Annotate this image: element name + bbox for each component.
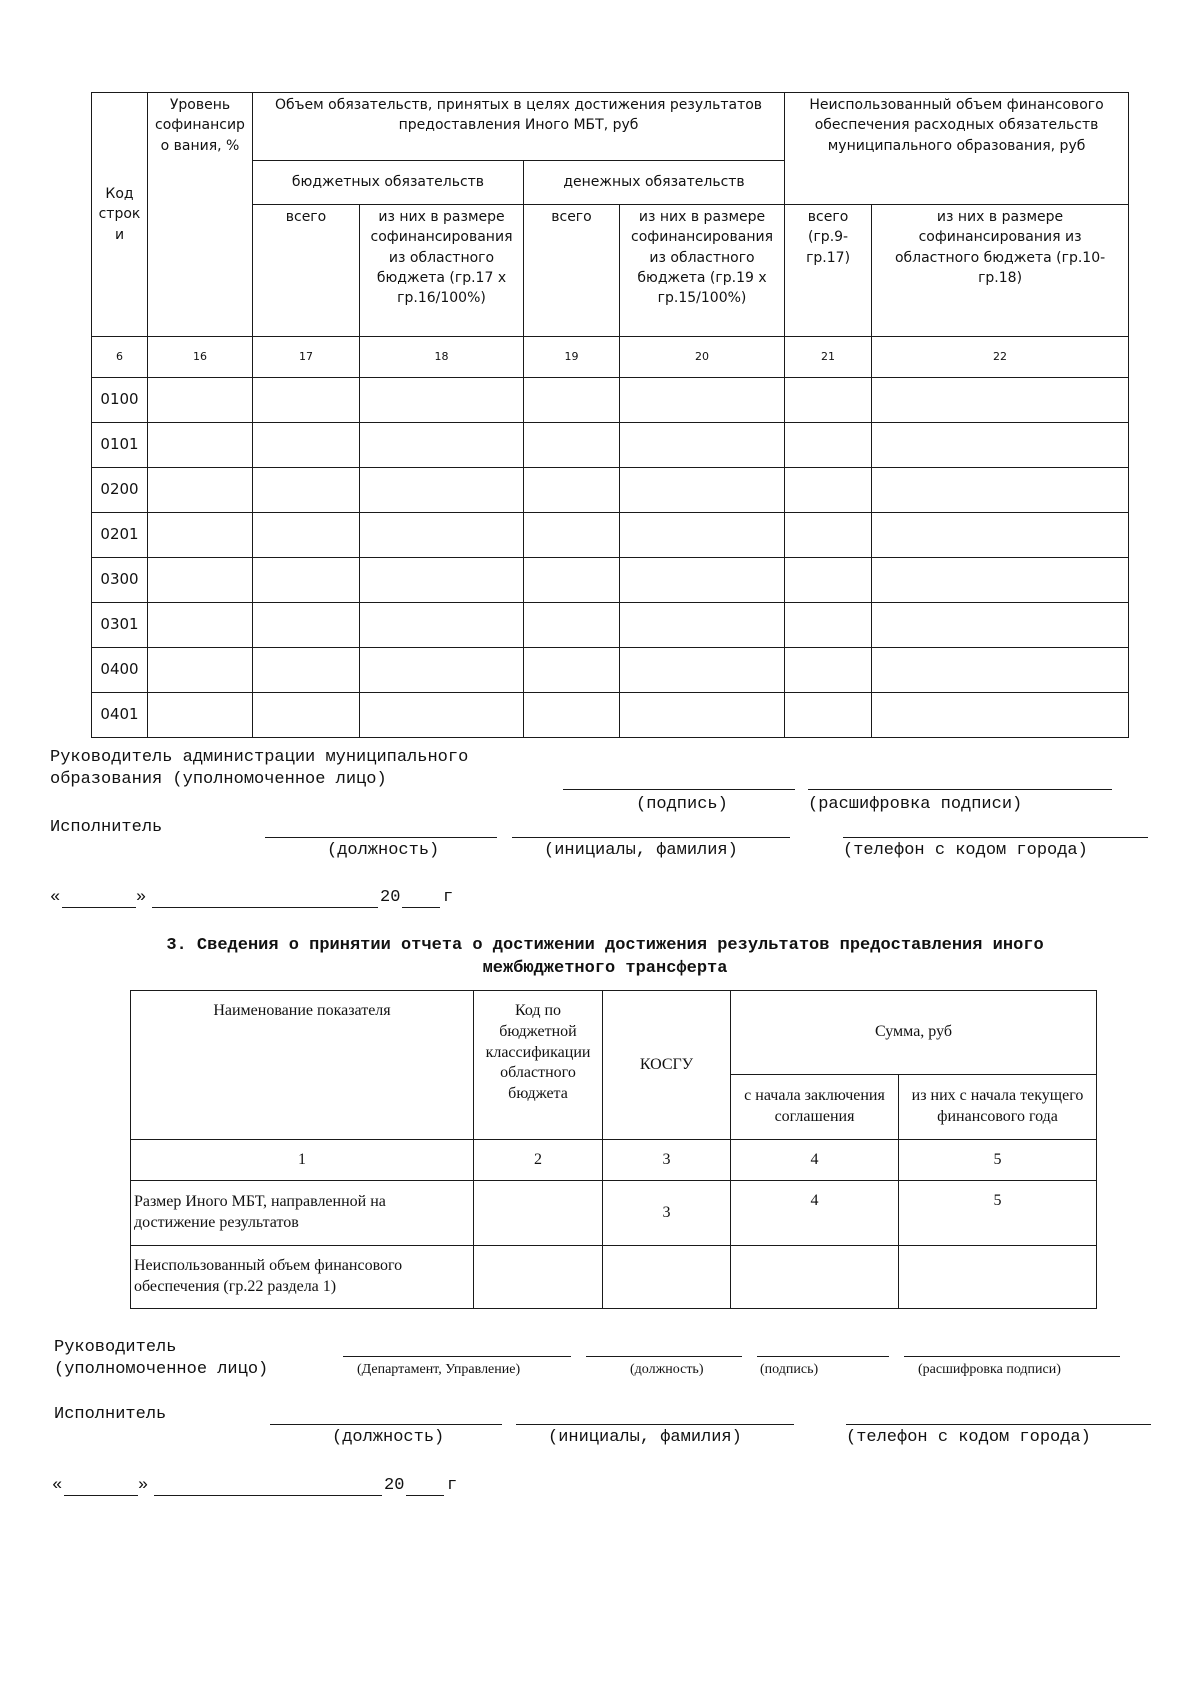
row-name: Размер Иного МБТ, направленной на достижение результатов [131, 1181, 474, 1246]
header-money-obligations: денежных обязательств [524, 161, 785, 205]
header-total-c: всего (гр.9-гр.17) [785, 205, 872, 337]
cell[interactable] [872, 603, 1129, 648]
cell[interactable] [360, 693, 524, 738]
cell[interactable] [872, 423, 1129, 468]
cell[interactable] [524, 603, 620, 648]
table-row [92, 513, 1129, 558]
cell[interactable] [785, 648, 872, 693]
cell[interactable] [872, 468, 1129, 513]
header-cofin-a: из них в размере софинансирования из областного бюджета (гр.17 х гр.16/100%) [360, 205, 524, 337]
header-cofin-c: из них в размере софинансирования из областного бюджета (гр.10-гр.18) [872, 205, 1129, 337]
initials2-line[interactable] [516, 1424, 794, 1425]
cell[interactable] [360, 603, 524, 648]
cell[interactable] [148, 513, 253, 558]
cell[interactable] [620, 468, 785, 513]
column-number: 16 [148, 337, 253, 378]
row-kosgu[interactable] [603, 1246, 731, 1309]
phone-line[interactable] [843, 837, 1148, 838]
header-sum: Сумма, руб [731, 991, 1097, 1075]
section-3-title [50, 935, 1160, 981]
phone2-line[interactable] [846, 1424, 1151, 1425]
date-month-line[interactable] [152, 907, 378, 908]
date-suffix: г [443, 888, 454, 907]
row-code: 0301 [92, 603, 148, 648]
section-3-title-line1: 3. Сведения о принятии отчета о достижении достижения результатов предоставления иного [166, 936, 1044, 955]
header-level: Уровень софинансиро вания, % [148, 93, 253, 337]
date-close-quote: » [136, 888, 147, 907]
cell[interactable] [872, 648, 1129, 693]
header-budget-obligations: бюджетных обязательств [253, 161, 524, 205]
head2-label-line2: (уполномоченное лицо) [54, 1360, 269, 1379]
date-open-quote: « [50, 888, 61, 907]
row-from-start[interactable]: 4 [731, 1181, 899, 1246]
position3-line[interactable] [270, 1424, 502, 1425]
cell[interactable] [524, 423, 620, 468]
cell[interactable] [785, 513, 872, 558]
table-row [92, 603, 1129, 648]
row-code: 0400 [92, 648, 148, 693]
cell[interactable] [620, 603, 785, 648]
cell[interactable] [253, 513, 360, 558]
date-year-prefix: 20 [380, 888, 401, 907]
column-number-row [131, 1140, 1097, 1181]
date2-close-quote: » [138, 1476, 149, 1495]
column-number: 19 [524, 337, 620, 378]
header-total-a: всего [253, 205, 360, 337]
row-code: 0101 [92, 423, 148, 468]
cell[interactable] [872, 378, 1129, 423]
initials2-caption: (инициалы, фамилия) [548, 1428, 742, 1447]
cell[interactable] [524, 558, 620, 603]
position-caption: (должность) [327, 841, 440, 860]
signature2-caption: (подпись) [760, 1362, 819, 1377]
date2-open-quote: « [52, 1476, 63, 1495]
cell[interactable] [620, 558, 785, 603]
date-year-line[interactable] [402, 907, 440, 908]
cell[interactable] [360, 378, 524, 423]
column-number: 6 [92, 337, 148, 378]
row-kosgu[interactable]: 3 [603, 1181, 731, 1246]
cell[interactable] [148, 648, 253, 693]
head-label-line2: образования (уполномоченное лицо) [50, 770, 387, 789]
cell[interactable] [524, 468, 620, 513]
column-number: 4 [731, 1140, 899, 1181]
cell[interactable] [785, 378, 872, 423]
signature-caption: (подпись) [636, 795, 728, 814]
cell[interactable] [524, 648, 620, 693]
cell[interactable] [524, 513, 620, 558]
executor-label: Исполнитель [50, 818, 163, 837]
position2-caption: (должность) [630, 1362, 704, 1377]
row-current-year[interactable]: 5 [899, 1181, 1097, 1246]
row-code[interactable] [474, 1246, 603, 1309]
header-code: Код строки [92, 93, 148, 337]
row-name: Неиспользованный объем финансового обеспечения (гр.22 раздела 1) [131, 1246, 474, 1309]
phone2-caption: (телефон с кодом города) [846, 1428, 1091, 1447]
date2-year-line[interactable] [406, 1495, 444, 1496]
header-current-year: из них с начала текущего финансового года [899, 1075, 1097, 1140]
cell[interactable] [360, 513, 524, 558]
column-number: 2 [474, 1140, 603, 1181]
cell[interactable] [253, 648, 360, 693]
cell[interactable] [360, 558, 524, 603]
row-current-year[interactable] [899, 1246, 1097, 1309]
cell[interactable] [785, 558, 872, 603]
table-row [92, 693, 1129, 738]
initials-line[interactable] [512, 837, 790, 838]
header-total-b: всего [524, 205, 620, 337]
cell[interactable] [524, 378, 620, 423]
cell[interactable] [148, 558, 253, 603]
department-caption: (Департамент, Управление) [357, 1362, 521, 1377]
obligations-table [91, 92, 1129, 738]
cell[interactable] [360, 648, 524, 693]
table-row [92, 468, 1129, 513]
row-code: 0201 [92, 513, 148, 558]
header-volume: Объем обязательств, принятых в целях достижения результатов предоставления Иного МБТ, руб [253, 93, 785, 161]
date2-suffix: г [447, 1476, 458, 1495]
column-number: 18 [360, 337, 524, 378]
section-3-title-line2: межбюджетного трансферта [482, 958, 728, 978]
column-number: 20 [620, 337, 785, 378]
decoding-caption: (расшифровка подписи) [808, 795, 1023, 814]
initials-caption: (инициалы, фамилия) [544, 841, 738, 860]
row-code: 0100 [92, 378, 148, 423]
cell[interactable] [253, 558, 360, 603]
cell[interactable] [785, 423, 872, 468]
cell[interactable] [620, 423, 785, 468]
column-number-row [92, 337, 1129, 378]
position-line[interactable] [265, 837, 497, 838]
cell[interactable] [253, 423, 360, 468]
cell[interactable] [785, 468, 872, 513]
cell[interactable] [148, 603, 253, 648]
cell[interactable] [872, 513, 1129, 558]
column-number: 3 [603, 1140, 731, 1181]
table-row [92, 648, 1129, 693]
decoding2-line[interactable] [904, 1356, 1120, 1357]
cell[interactable] [253, 603, 360, 648]
cell[interactable] [360, 423, 524, 468]
phone-caption: (телефон с кодом города) [843, 841, 1088, 860]
date2-month-line[interactable] [154, 1495, 382, 1496]
header-unused: Неиспользованный объем финансового обеспечения расходных обязательств муниципального образования, руб [785, 93, 1129, 205]
cell[interactable] [785, 693, 872, 738]
head-label-line1: Руководитель администрации муниципального [50, 748, 469, 767]
cell[interactable] [253, 693, 360, 738]
cell[interactable] [148, 693, 253, 738]
signature-line[interactable] [563, 789, 795, 790]
column-number: 1 [131, 1140, 474, 1181]
executor2-label: Исполнитель [54, 1405, 167, 1424]
decoding-line[interactable] [808, 789, 1112, 790]
cell[interactable] [253, 378, 360, 423]
row-from-start[interactable] [731, 1246, 899, 1309]
cell[interactable] [524, 693, 620, 738]
cell[interactable] [148, 378, 253, 423]
header-kosgu: КОСГУ [603, 991, 731, 1140]
cell[interactable] [620, 693, 785, 738]
cell[interactable] [620, 648, 785, 693]
row-code: 0401 [92, 693, 148, 738]
column-number: 22 [872, 337, 1129, 378]
table-row [131, 1246, 1097, 1309]
report-acceptance-table [130, 990, 1097, 1309]
table-row [92, 378, 1129, 423]
header-budget-code: Код по бюджетной классификации областного бюджета [474, 991, 603, 1140]
department-line[interactable] [343, 1356, 571, 1357]
date2-day-line[interactable] [64, 1495, 138, 1496]
table-row [131, 1181, 1097, 1246]
header-from-start: с начала заключения соглашения [731, 1075, 899, 1140]
header-cofin-b: из них в размере софинансирования из областного бюджета (гр.19 х гр.15/100%) [620, 205, 785, 337]
row-code: 0300 [92, 558, 148, 603]
cell[interactable] [148, 423, 253, 468]
cell[interactable] [785, 603, 872, 648]
column-number: 5 [899, 1140, 1097, 1181]
table-row [92, 558, 1129, 603]
row-code[interactable] [474, 1181, 603, 1246]
cell[interactable] [360, 468, 524, 513]
row-code: 0200 [92, 468, 148, 513]
date2-year-prefix: 20 [384, 1476, 405, 1495]
column-number: 17 [253, 337, 360, 378]
position3-caption: (должность) [332, 1428, 445, 1447]
header-indicator-name: Наименование показателя [131, 991, 474, 1140]
date-day-line[interactable] [62, 907, 136, 908]
cell[interactable] [620, 513, 785, 558]
position2-line[interactable] [586, 1356, 742, 1357]
cell[interactable] [872, 558, 1129, 603]
cell[interactable] [148, 468, 253, 513]
cell[interactable] [620, 378, 785, 423]
cell[interactable] [872, 693, 1129, 738]
head2-label-line1: Руководитель [54, 1338, 177, 1357]
column-number: 21 [785, 337, 872, 378]
table-row [92, 423, 1129, 468]
signature2-line[interactable] [757, 1356, 889, 1357]
cell[interactable] [253, 468, 360, 513]
decoding2-caption: (расшифровка подписи) [918, 1362, 1061, 1377]
